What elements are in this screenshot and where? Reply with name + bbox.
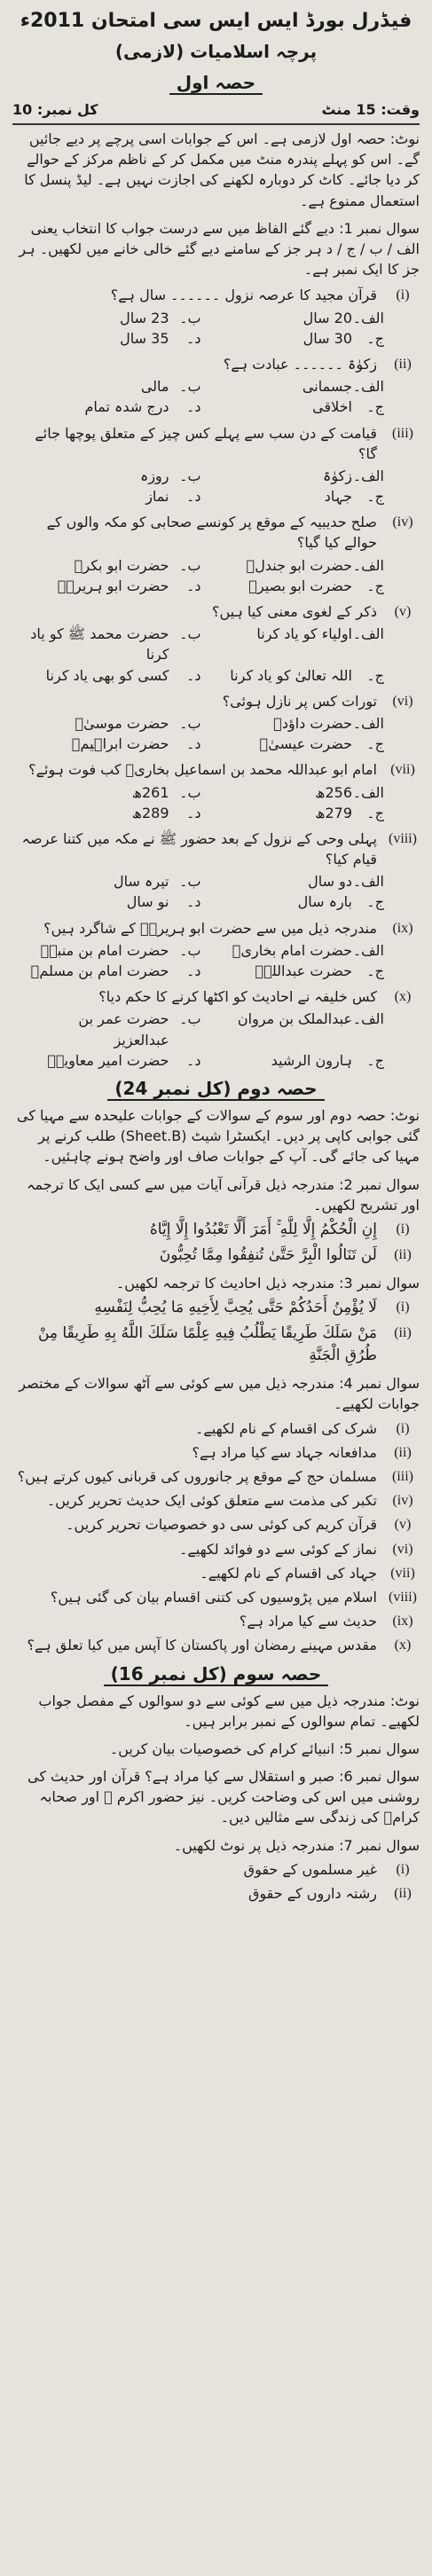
option-label: ج۔ [366, 666, 384, 684]
option-label: الف۔ [352, 714, 384, 732]
option-text: اللہ تعالیٰ کو یاد کرنا [230, 666, 352, 684]
question-number: (v) [394, 604, 412, 620]
sub-question-number: (v) [394, 1517, 412, 1533]
sub-question-text: غیر مسلموں کے حقوق [243, 1860, 377, 1878]
sub-question [12, 1611, 420, 1631]
mcq-question [12, 285, 420, 305]
option-text: 20 سال [302, 309, 352, 326]
sub-question [12, 1635, 420, 1655]
option-label: الف۔ [352, 378, 384, 396]
option-label: ب۔ [179, 783, 201, 801]
option-label: ج۔ [366, 577, 384, 594]
question-4-heading: سوال نمبر 4: مندرجہ ذیل میں سے کوئی سے آٹھ سوالات کے مختصر جوابات لکھیے۔ [19, 1375, 420, 1413]
option-text: 279ھ [315, 804, 352, 821]
question-7-list [12, 1859, 420, 1904]
option-text: 289ھ [131, 804, 169, 821]
question-text: ذکر کے لغوی معنی کیا ہیں؟ [211, 603, 377, 621]
mcq-question [12, 691, 420, 711]
option-text: حضرت عمر بن عبدالعزیز [78, 1010, 169, 1048]
question-number: (vi) [392, 693, 413, 709]
option-text: بارہ سال [297, 893, 352, 911]
question-number: (ii) [394, 356, 412, 372]
sub-question-number: (x) [394, 1637, 412, 1653]
sub-question-number: (vii) [390, 1565, 415, 1581]
option-text: حضرت امام بن مسلمؒ [30, 962, 169, 980]
meta-row [12, 99, 420, 125]
question-number: (x) [394, 989, 412, 1005]
question-number: (i) [396, 287, 410, 303]
option-label: د۔ [186, 329, 201, 347]
option-text: حضرت ابو ہریرہؓ [57, 577, 169, 594]
sub-question-text: قرآن کریم کی کوئی سی دو خصوصیات تحریر کریں۔ [66, 1516, 377, 1534]
option-text: حضرت ابو جندلؓ [246, 556, 352, 574]
section-2-note: نوٹ: حصہ دوم اور سوم کے سوالات کے جوابات علیحدہ سے مہیا کی گئی جوابی کاپی پر دیں۔ ایکسٹرا شیٹ (Sheet.B) طلب کرنے پر مہیا کی جائے گی۔ آپ کے جوابات صاف اور واضح ہونے چاہئیں۔ [16, 1106, 420, 1166]
mcq-question [12, 829, 420, 869]
sub-question-text: مقدس مہینے رمضان اور پاکستان کا آپس میں کیا تعلق ہے؟ [27, 1637, 377, 1654]
option-label: ب۔ [179, 941, 201, 959]
sub-question [12, 1442, 420, 1463]
option-label: ج۔ [366, 962, 384, 980]
sub-question-text: رشتہ داروں کے حقوق [247, 1885, 377, 1903]
option-label: الف۔ [352, 556, 384, 574]
option-text: اخلاقی [312, 398, 352, 416]
mcq-options [21, 308, 384, 349]
question-text: قرآن مجید کا عرصہ نزول ۔۔۔۔۔۔ سال ہے؟ [110, 287, 377, 304]
mcq-question [12, 423, 420, 464]
sub-question-number: (vi) [392, 1541, 413, 1557]
mcq-options [21, 871, 384, 912]
mcq-options [21, 713, 384, 754]
sub-question [12, 1883, 420, 1904]
option-label: د۔ [186, 577, 201, 594]
option-text: تیرہ سال [114, 873, 169, 891]
option-label: الف۔ [352, 309, 384, 326]
question-number: (viii) [389, 830, 417, 846]
option-label: ج۔ [366, 1051, 384, 1069]
sub-question-number: (i) [396, 1420, 410, 1436]
sub-question [12, 1539, 420, 1559]
option-text: حضرت محمد ﷺ کو یاد کرنا [30, 625, 169, 664]
mcq-options [21, 555, 384, 596]
option-text: حضرت امام بخاریؒ [232, 941, 352, 959]
option-label: ج۔ [366, 488, 384, 506]
sub-question-text: مَنْ سَلَكَ طَرِيقًا يَطْلُبُ فِيهِ عِلْمًا سَلَكَ اللَّهُ بِهِ طَرِيقًا مِنْ طُرُقِ الْجَنَّةِ [37, 1324, 377, 1364]
option-label: ب۔ [179, 873, 201, 891]
option-label: الف۔ [352, 873, 384, 891]
option-text: مالی [140, 378, 169, 396]
mcq-options [21, 624, 384, 686]
option-label: د۔ [186, 1051, 201, 1069]
sub-question-text: شرک کی اقسام کے نام لکھیے۔ [195, 1419, 377, 1437]
section-1-note: نوٹ: حصہ اول لازمی ہے۔ اس کے جوابات اسی پرچے پر دیے جائیں گے۔ اس کو پہلے پندرہ منٹ میں مکمل کر کے ناظم مرکز کے حوالے کر دیا جائے۔ کاٹ کر دوبارہ لکھنے کی اجازت نہیں ہے۔ لیڈ پنسل کا استعمال ممنوع ہے۔ [24, 130, 420, 209]
option-text: حضرت امیر معاویہؓ [47, 1051, 169, 1069]
option-label: ب۔ [179, 378, 201, 396]
question-text: صلح حدیبیہ کے موقع پر کونسے صحابی کو مکہ والوں کے حوالے کیا گیا؟ [46, 514, 377, 552]
option-text: ہارون الرشید [271, 1051, 352, 1069]
option-text: درج شدہ تمام [84, 398, 169, 416]
sub-question [12, 1859, 420, 1880]
sub-question-text: نماز کے کوئی سے دو فوائد لکھیے۔ [179, 1540, 377, 1558]
option-text: حضرت ابراہیمؑ [71, 735, 169, 753]
sub-question [12, 1514, 420, 1535]
section-1-title: حصہ اول [12, 70, 420, 96]
sub-question [12, 1323, 420, 1366]
question-number: (vii) [390, 762, 415, 778]
question-1-instruction: سوال نمبر 1: دیے گئے الفاظ میں سے درست جواب کا انتخاب یعنی الف / ب / ج / د ہر جز کے سامنے دیے گئے خالی خانے میں لکھیں۔ ہر جز کا ایک نمبر ہے۔ [19, 219, 420, 279]
option-label: ب۔ [179, 556, 201, 574]
sub-question-number: (ii) [394, 1886, 412, 1902]
time-label: وقت: 15 منٹ [321, 100, 420, 118]
question-2-list [12, 1219, 420, 1266]
option-text: 30 سال [302, 329, 352, 347]
option-text: اولیاء کو یاد کرنا [256, 625, 352, 643]
sub-question-text: حدیث سے کیا مراد ہے؟ [239, 1613, 377, 1630]
option-label: ج۔ [366, 329, 384, 347]
option-label: ب۔ [179, 625, 201, 643]
option-text: زکوٰۃ [323, 467, 352, 484]
sub-question [12, 1297, 420, 1319]
option-label: ج۔ [366, 804, 384, 821]
option-label: د۔ [186, 893, 201, 911]
sub-question-text: لَن تَنَالُوا الْبِرَّ حَتَّىٰ تُنفِقُوا مِمَّا تُحِبُّونَ [159, 1245, 377, 1264]
option-text: 23 سال [120, 309, 169, 326]
question-4-list [12, 1418, 420, 1656]
option-label: ب۔ [179, 1010, 201, 1028]
question-5: سوال نمبر 5: انبیائے کرام کی خصوصیات بیان کریں۔ [109, 1740, 420, 1757]
question-7-heading: سوال نمبر 7: مندرجہ ذیل پر نوٹ لکھیں۔ [173, 1836, 420, 1854]
option-label: د۔ [186, 666, 201, 684]
sub-question [12, 1219, 420, 1241]
option-text: حضرت ابو بصیرؓ [248, 577, 352, 594]
option-label: ج۔ [366, 735, 384, 753]
mcq-options [21, 466, 384, 507]
option-text: جسمانی [302, 378, 352, 396]
mcq-question [12, 512, 420, 553]
sub-question [12, 1587, 420, 1607]
option-text: 261ھ [131, 783, 169, 801]
sub-question-number: (viii) [389, 1589, 417, 1605]
option-label: د۔ [186, 735, 201, 753]
option-text: حضرت موسیٰؑ [75, 714, 169, 732]
section-3-note: نوٹ: مندرجہ ذیل میں سے کوئی سے دو سوالوں کے مفصل جواب لکھیے۔ تمام سوالوں کے نمبر برابر ہیں۔ [38, 1692, 420, 1730]
sub-question-number: (iii) [392, 1469, 413, 1485]
option-label: ب۔ [179, 309, 201, 326]
mcq-options [21, 940, 384, 981]
option-label: ب۔ [179, 467, 201, 484]
sub-question [12, 1490, 420, 1511]
mcq-question [12, 601, 420, 622]
question-number: (ix) [392, 920, 413, 936]
option-text: عبدالملک بن مروان [237, 1010, 352, 1028]
mcq-question [12, 918, 420, 939]
option-text: کسی کو بھی یاد کرنا [45, 666, 169, 684]
option-text: نماز [145, 488, 169, 506]
option-label: د۔ [186, 488, 201, 506]
question-3-list [12, 1297, 420, 1366]
board-title: فیڈرل بورڈ ایس ایس سی امتحان 2011ء [20, 10, 412, 32]
option-label: د۔ [186, 398, 201, 416]
sub-question [12, 1245, 420, 1267]
sub-question-text: مدافعانہ جہاد سے کیا مراد ہے؟ [192, 1443, 377, 1461]
option-text: 256ھ [315, 783, 352, 801]
sub-question [12, 1563, 420, 1583]
question-6: سوال نمبر 6: صبر و استقلال سے کیا مراد ہے؟ قرآن اور حدیث کی روشنی میں اس کی وضاحت کریں۔ نیز حضور اکرم ﷺ اور صحابہ کرامؓ کی زندگی سے مثالیں دیں۔ [27, 1768, 420, 1826]
mcq-question [12, 759, 420, 780]
option-text: حضرت داؤدؑ [273, 714, 352, 732]
option-label: الف۔ [352, 941, 384, 959]
mcq-options [21, 1009, 384, 1071]
sub-question-text: مسلمان حج کے موقع پر جانوروں کی قربانی کیوں کرتے ہیں؟ [17, 1468, 377, 1486]
option-text: روزہ [139, 467, 169, 484]
question-text: کس خلیفہ نے احادیث کو اکٹھا کرنے کا حکم دیا؟ [98, 988, 377, 1006]
question-text: مندرجہ ذیل میں سے حضرت ابو ہریرہؓ کے شاگرد ہیں؟ [43, 919, 377, 937]
question-3-heading: سوال نمبر 3: مندرجہ ذیل احادیث کا ترجمہ لکھیں۔ [115, 1275, 420, 1292]
section-3-title: حصہ سوم (کل نمبر 16) [12, 1661, 420, 1687]
option-text: 35 سال [120, 329, 169, 347]
sub-question-text: جہاد کی اقسام کے نام لکھیے۔ [200, 1564, 377, 1582]
option-label: الف۔ [352, 467, 384, 484]
question-number: (iii) [392, 425, 413, 441]
section-2-title: حصہ دوم (کل نمبر 24) [12, 1076, 420, 1102]
mcq-question [12, 986, 420, 1007]
option-text: حضرت عیسیٰؑ [259, 735, 352, 753]
option-text: حضرت عبداللہؓ [255, 962, 352, 980]
sub-question-number: (ii) [394, 1246, 412, 1262]
option-text: نو سال [126, 893, 169, 911]
sub-question-number: (i) [396, 1300, 410, 1315]
option-label: ج۔ [366, 893, 384, 911]
option-text: جہاد [324, 488, 352, 506]
question-2-heading: سوال نمبر 2: مندرجہ ذیل قرآنی آیات میں سے کسی ایک کا ترجمہ اور تشریح لکھیں۔ [27, 1175, 420, 1213]
marks-label: کل نمبر: 10 [12, 100, 98, 118]
option-label: ج۔ [366, 398, 384, 416]
sub-question [12, 1466, 420, 1487]
subject-title: پرچہ اسلامیات (لازمی) [114, 40, 318, 62]
sub-question-number: (iv) [392, 1493, 413, 1509]
sub-question-number: (ix) [392, 1614, 413, 1630]
option-label: الف۔ [352, 783, 384, 801]
question-number: (iv) [392, 514, 413, 530]
option-text: دو سال [308, 873, 352, 891]
question-text: قیامت کے دن سب سے پہلے کس چیز کے متعلق پوچھا جائے گا؟ [35, 424, 377, 462]
option-label: ب۔ [179, 714, 201, 732]
option-text: حضرت ابو بکرؓ [74, 556, 169, 574]
option-label: الف۔ [352, 1010, 384, 1028]
sub-question-number: (i) [396, 1221, 410, 1237]
mcq-question [12, 354, 420, 374]
option-text: حضرت امام بن منبہؒ [40, 941, 169, 959]
sub-question-text: اسلام میں پڑوسیوں کی کتنی اقسام بیان کی گئی ہیں؟ [50, 1588, 377, 1606]
question-text: تورات کس پر نازل ہوئی؟ [222, 692, 377, 710]
mcq-options [21, 782, 384, 823]
question-text: پہلی وحی کے نزول کے بعد حضور ﷺ نے مکہ میں کتنا عرصہ قیام کیا؟ [21, 829, 377, 868]
option-label: د۔ [186, 804, 201, 821]
sub-question-number: (i) [396, 1861, 410, 1877]
option-label: الف۔ [352, 625, 384, 643]
sub-question-text: تکبر کی مذمت سے متعلق کوئی ایک حدیث تحریر کریں۔ [46, 1492, 377, 1510]
mcq-options [21, 376, 384, 417]
sub-question-text: لَا يُؤْمِنُ أَحَدُكُمْ حَتَّى يُحِبَّ لِأَخِيهِ مَا يُحِبُّ لِنَفْسِهِ [94, 1299, 377, 1317]
question-text: امام ابو عبداللہ محمد بن اسماعیل بخاریؒ کب فوت ہوئے؟ [28, 761, 377, 779]
sub-question-text: إِنِ الْحُكْمُ إِلَّا لِلَّهِ ۚ أَمَرَ أَلَّا تَعْبُدُوا إِلَّا إِيَّاهُ [149, 1220, 377, 1238]
option-label: د۔ [186, 962, 201, 980]
sub-question [12, 1418, 420, 1439]
sub-question-number: (ii) [394, 1444, 412, 1460]
sub-question-number: (ii) [394, 1325, 412, 1340]
mcq-list [12, 285, 420, 1071]
question-text: زکوٰۃ ۔۔۔۔۔۔ عبادت ہے؟ [223, 355, 377, 373]
